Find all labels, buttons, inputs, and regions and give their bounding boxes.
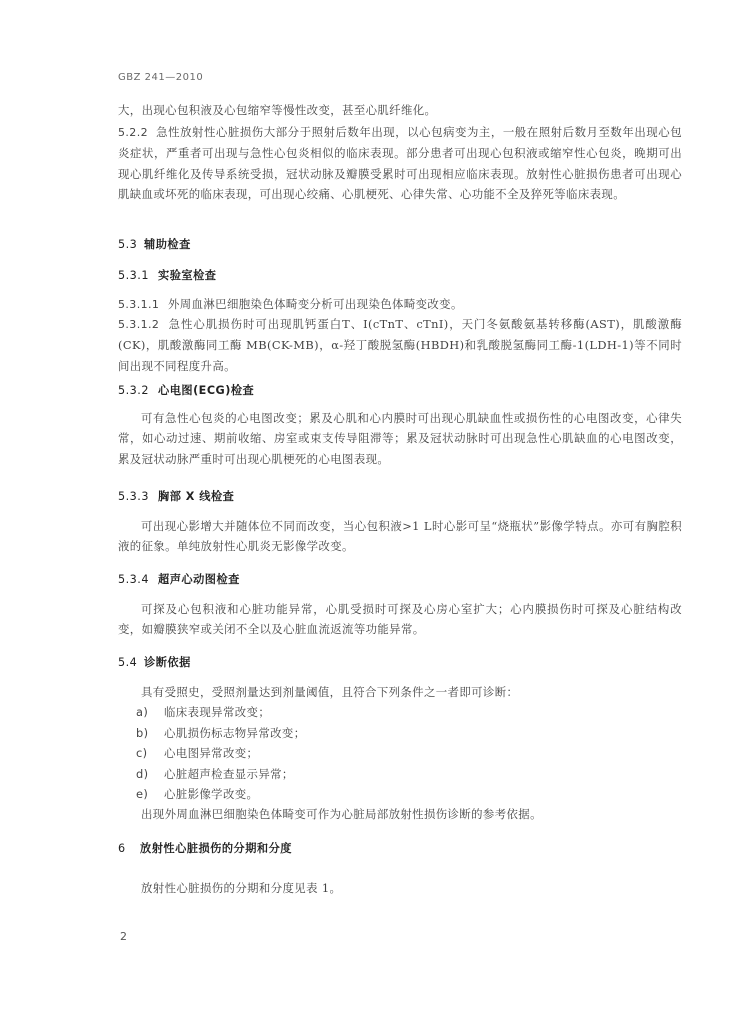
list-item-text: 心电图异常改变； bbox=[164, 746, 259, 761]
section-5-3-1-number: 5.3.1 bbox=[118, 269, 149, 282]
list-item-text: 临床表现异常改变； bbox=[164, 705, 271, 720]
section-5-3-1-1-paragraph bbox=[118, 294, 682, 315]
section-5-4-body bbox=[118, 682, 682, 825]
section-5-3-4 bbox=[118, 571, 682, 587]
list-item bbox=[118, 784, 682, 804]
section-6 bbox=[118, 840, 682, 856]
list-item-marker: d) bbox=[136, 766, 149, 781]
list-item-text: 心肌损伤标志物异常改变； bbox=[164, 725, 306, 740]
section-5-4-number: 5.4 bbox=[118, 656, 138, 669]
section-5-3-4-body bbox=[118, 599, 682, 640]
list-item bbox=[118, 723, 682, 743]
list-item bbox=[118, 764, 682, 784]
list-item bbox=[118, 702, 682, 722]
section-5-3-4-title: 超声心动图检查 bbox=[158, 573, 240, 586]
section-6-heading bbox=[118, 840, 682, 856]
section-5-3-2-title: 心电图(ECG)检查 bbox=[158, 384, 255, 397]
section-6-number: 6 bbox=[118, 842, 126, 855]
list-item-marker: a) bbox=[136, 705, 149, 720]
section-5-2-2-number: 5.2.2 bbox=[118, 126, 148, 139]
section-5-3-2 bbox=[118, 382, 682, 398]
page-number: 2 bbox=[120, 930, 127, 943]
section-5-3 bbox=[118, 236, 682, 252]
section-5-3-4-number: 5.3.4 bbox=[118, 573, 149, 586]
section-5-3-1-title: 实验室检查 bbox=[158, 269, 217, 282]
section-5-3-1-1-text: 外周血淋巴细胞染色体畸变分析可出现染色体畸变改变。 bbox=[168, 297, 463, 311]
section-5-3-3-heading bbox=[118, 488, 682, 504]
list-item-text: 心脏影像学改变。 bbox=[164, 787, 259, 802]
section-5-2-2 bbox=[118, 122, 682, 205]
section-5-4-intro: 具有受照史，受照剂量达到剂量阈值，且符合下列条件之一者即可诊断： bbox=[141, 685, 519, 699]
section-5-3-4-heading bbox=[118, 571, 682, 587]
section-5-3-3-number: 5.3.3 bbox=[118, 490, 149, 503]
continued-text-block bbox=[118, 100, 682, 120]
section-6-paragraph: 放射性心脏损伤的分期和分度见表 1。 bbox=[141, 881, 342, 895]
section-5-3-3-paragraph: 可出现心影增大并随体位不同而改变，当心包积液>1 L时心影可呈“烧瓶状”影像学特点。亦可有胸腔积液的征象。单纯放射性心肌炎无影像学改变。 bbox=[118, 519, 682, 554]
section-5-2-2-paragraph bbox=[118, 122, 682, 205]
section-5-2-2-text: 急性放射性心脏损伤大部分于照射后数年出现，以心包病变为主，一般在照射后数月至数年出现心包炎症状，严重者可出现与急性心包炎相似的临床表现。部分患者可出现心包积液或缩窄性心包炎，晚期可出现心肌纤维化及传导系统受损，冠状动脉及瓣膜受累时可出现相应临床表现。放射性心脏损伤患者可出现心肌缺血或坏死的临床表现，可出现心绞痛、心肌梗死、心律失常、心功能不全及猝死等临床表现。 bbox=[118, 125, 682, 202]
section-5-3-1-1-number: 5.3.1.1 bbox=[118, 298, 160, 311]
section-5-3-4-paragraph: 可探及心包积液和心脏功能异常，心肌受损时可探及心房心室扩大；心内膜损伤时可探及心脏结构改变，如瓣膜狭窄或关闭不全以及心脏血流返流等功能异常。 bbox=[118, 602, 682, 637]
diagnosis-criteria-list bbox=[118, 702, 682, 804]
section-5-4-heading bbox=[118, 654, 682, 670]
section-5-3-3-body bbox=[118, 516, 682, 557]
section-5-3-1-2-number: 5.3.1.2 bbox=[118, 318, 160, 331]
list-item-text: 心脏超声检查显示异常； bbox=[164, 766, 294, 781]
section-5-3-1 bbox=[118, 267, 682, 283]
section-5-4-title: 诊断依据 bbox=[144, 656, 191, 669]
section-6-title: 放射性心脏损伤的分期和分度 bbox=[140, 842, 292, 855]
section-5-3-2-body bbox=[118, 408, 682, 469]
standard-code-header: GBZ 241—2010 bbox=[118, 72, 204, 83]
section-5-3-1-2-text: 急性心肌损伤时可出现肌钙蛋白T、I(cTnT、cTnI)，天门冬氨酸氨基转移酶(AST)，肌酸激酶(CK)，肌酸激酶同工酶 MB(CK-MB)，α-羟丁酸脱氢酶(HBDH)和乳酸脱氢酶同工酶-1(LDH-1)等不同时间出现不同程度升高。 bbox=[118, 317, 682, 373]
section-5-4-note: 出现外周血淋巴细胞染色体畸变可作为心脏局部放射性损伤诊断的参考依据。 bbox=[141, 807, 542, 822]
continued-paragraph: 大，出现心包积液及心包缩窄等慢性改变，甚至心肌纤维化。 bbox=[118, 103, 437, 117]
list-item-marker: e) bbox=[136, 787, 149, 802]
section-5-3-1-2 bbox=[118, 314, 682, 376]
section-5-3-heading bbox=[118, 236, 682, 252]
section-5-3-2-paragraph: 可有急性心包炎的心电图改变；累及心肌和心内膜时可出现心肌缺血性或损伤性的心电图改变，心律失常，如心动过速、期前收缩、房室或束支传导阻滞等；累及冠状动脉时可出现急性心肌缺血的心电图改变，累及冠状动脉严重时可出现心肌梗死的心电图表现。 bbox=[118, 411, 682, 466]
section-6-body bbox=[118, 878, 682, 898]
section-5-3-title: 辅助检查 bbox=[144, 238, 191, 251]
section-5-3-2-heading bbox=[118, 382, 682, 398]
list-item-marker: c) bbox=[136, 746, 148, 761]
section-5-3-2-number: 5.3.2 bbox=[118, 384, 149, 397]
section-5-3-3 bbox=[118, 488, 682, 504]
section-5-3-1-heading bbox=[118, 267, 682, 283]
section-5-3-number: 5.3 bbox=[118, 238, 138, 251]
section-5-3-3-title: 胸部 X 线检查 bbox=[158, 490, 235, 503]
section-5-3-1-1 bbox=[118, 294, 682, 315]
section-5-4 bbox=[118, 654, 682, 670]
section-5-3-1-2-paragraph bbox=[118, 314, 682, 376]
list-item bbox=[118, 743, 682, 763]
list-item-marker: b) bbox=[136, 725, 149, 740]
